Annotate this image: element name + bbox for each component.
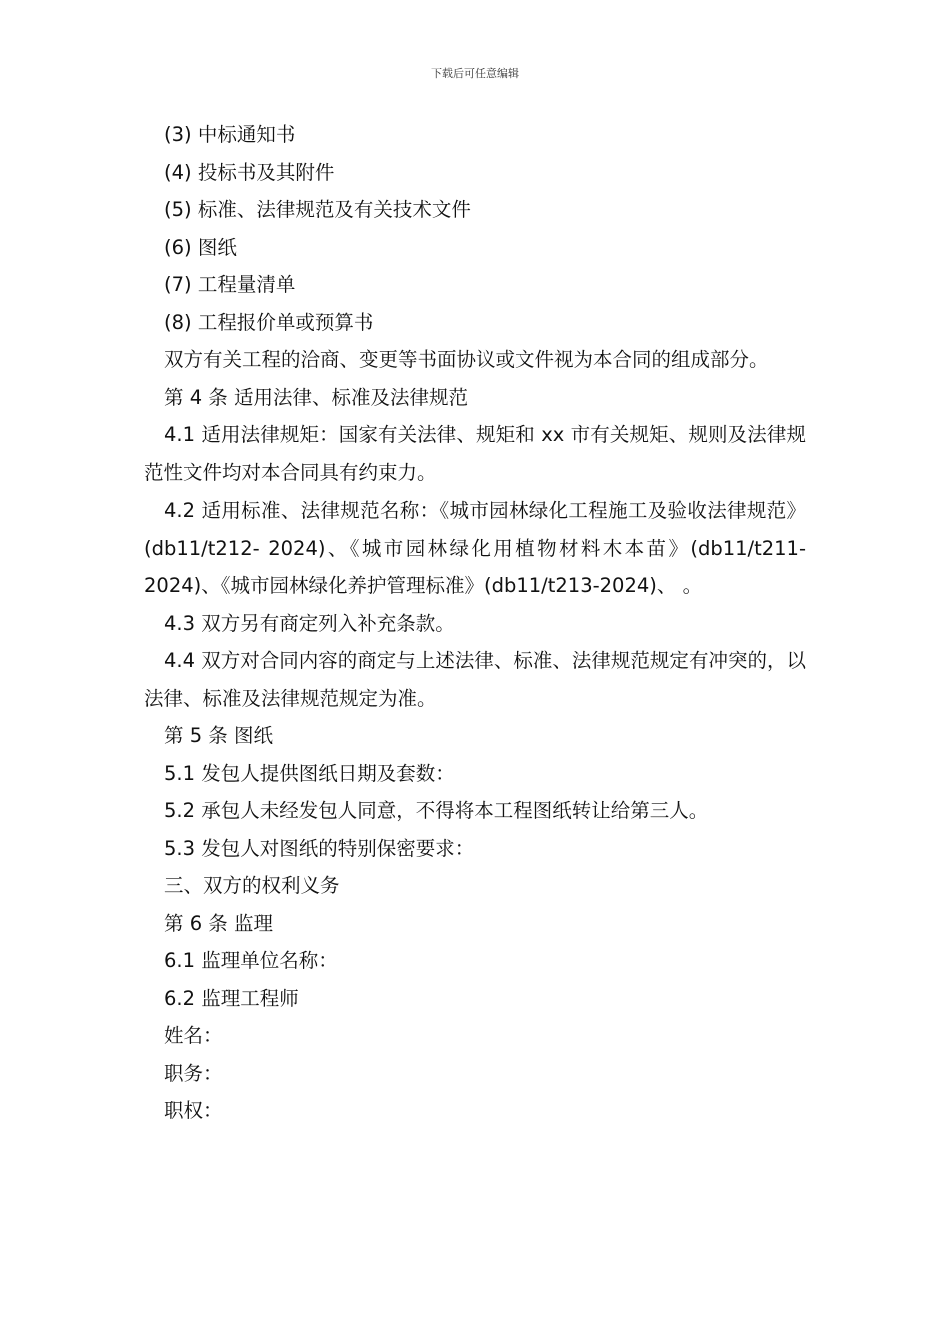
field-authority: 职权： <box>164 1099 223 1122</box>
list-item-5: (5) 标准、法律规范及有关技术文件 <box>164 198 471 221</box>
list-item-3: (3) 中标通知书 <box>164 123 296 146</box>
clause-4-4: 4.4 双方对合同内容的商定与上述法律、标准、法律规范规定有冲突的，以法律、标准及法律规范规定为准。 <box>144 649 806 710</box>
clause-5-2: 5.2 承包人未经发包人同意，不得将本工程图纸转让给第三人。 <box>164 799 709 822</box>
clause-6-1: 6.1 监理单位名称： <box>164 949 338 972</box>
list-item-7: (7) 工程量清单 <box>164 273 296 296</box>
composition-paragraph: 双方有关工程的洽商、变更等书面协议或文件视为本合同的组成部分。 <box>164 348 769 371</box>
article-5-title: 第 5 条 图纸 <box>164 724 274 747</box>
clause-5-3: 5.3 发包人对图纸的特别保密要求： <box>164 836 475 860</box>
list-item-6: (6) 图纸 <box>164 235 237 259</box>
page-header: 下载后可任意编辑 <box>431 67 519 80</box>
clause-4-1: 4.1 适用法律规矩：国家有关法律、规矩和 xx 市有关规矩、规则及法律规范性文件均对本合同具有约束力。 <box>144 423 806 484</box>
clause-6-2: 6.2 监理工程师 <box>164 986 299 1010</box>
article-4-title: 第 4 条 适用法律、标准及法律规范 <box>164 385 469 409</box>
clause-4-2: 4.2 适用标准、法律规范名称：《城市园林绿化工程施工及验收法律规范》(db11/t212- 2024)、《城市园林绿化用植物材料木本苗》(db11/t211- 2024)、《城市园林绿化养护管理标准》(db11/t213-2024)、 。 <box>144 499 806 597</box>
document-body <box>144 116 806 1130</box>
list-item-4: (4) 投标书及其附件 <box>164 160 335 184</box>
field-title: 职务： <box>164 1061 223 1085</box>
article-6-title: 第 6 条 监理 <box>164 911 274 935</box>
clause-4-3: 4.3 双方另有商定列入补充条款。 <box>164 611 455 635</box>
clause-5-1: 5.1 发包人提供图纸日期及套数： <box>164 761 455 785</box>
section-3-title: 三、双方的权利义务 <box>164 874 340 897</box>
list-item-8: (8) 工程报价单或预算书 <box>164 310 374 334</box>
field-name: 姓名： <box>164 1024 223 1047</box>
